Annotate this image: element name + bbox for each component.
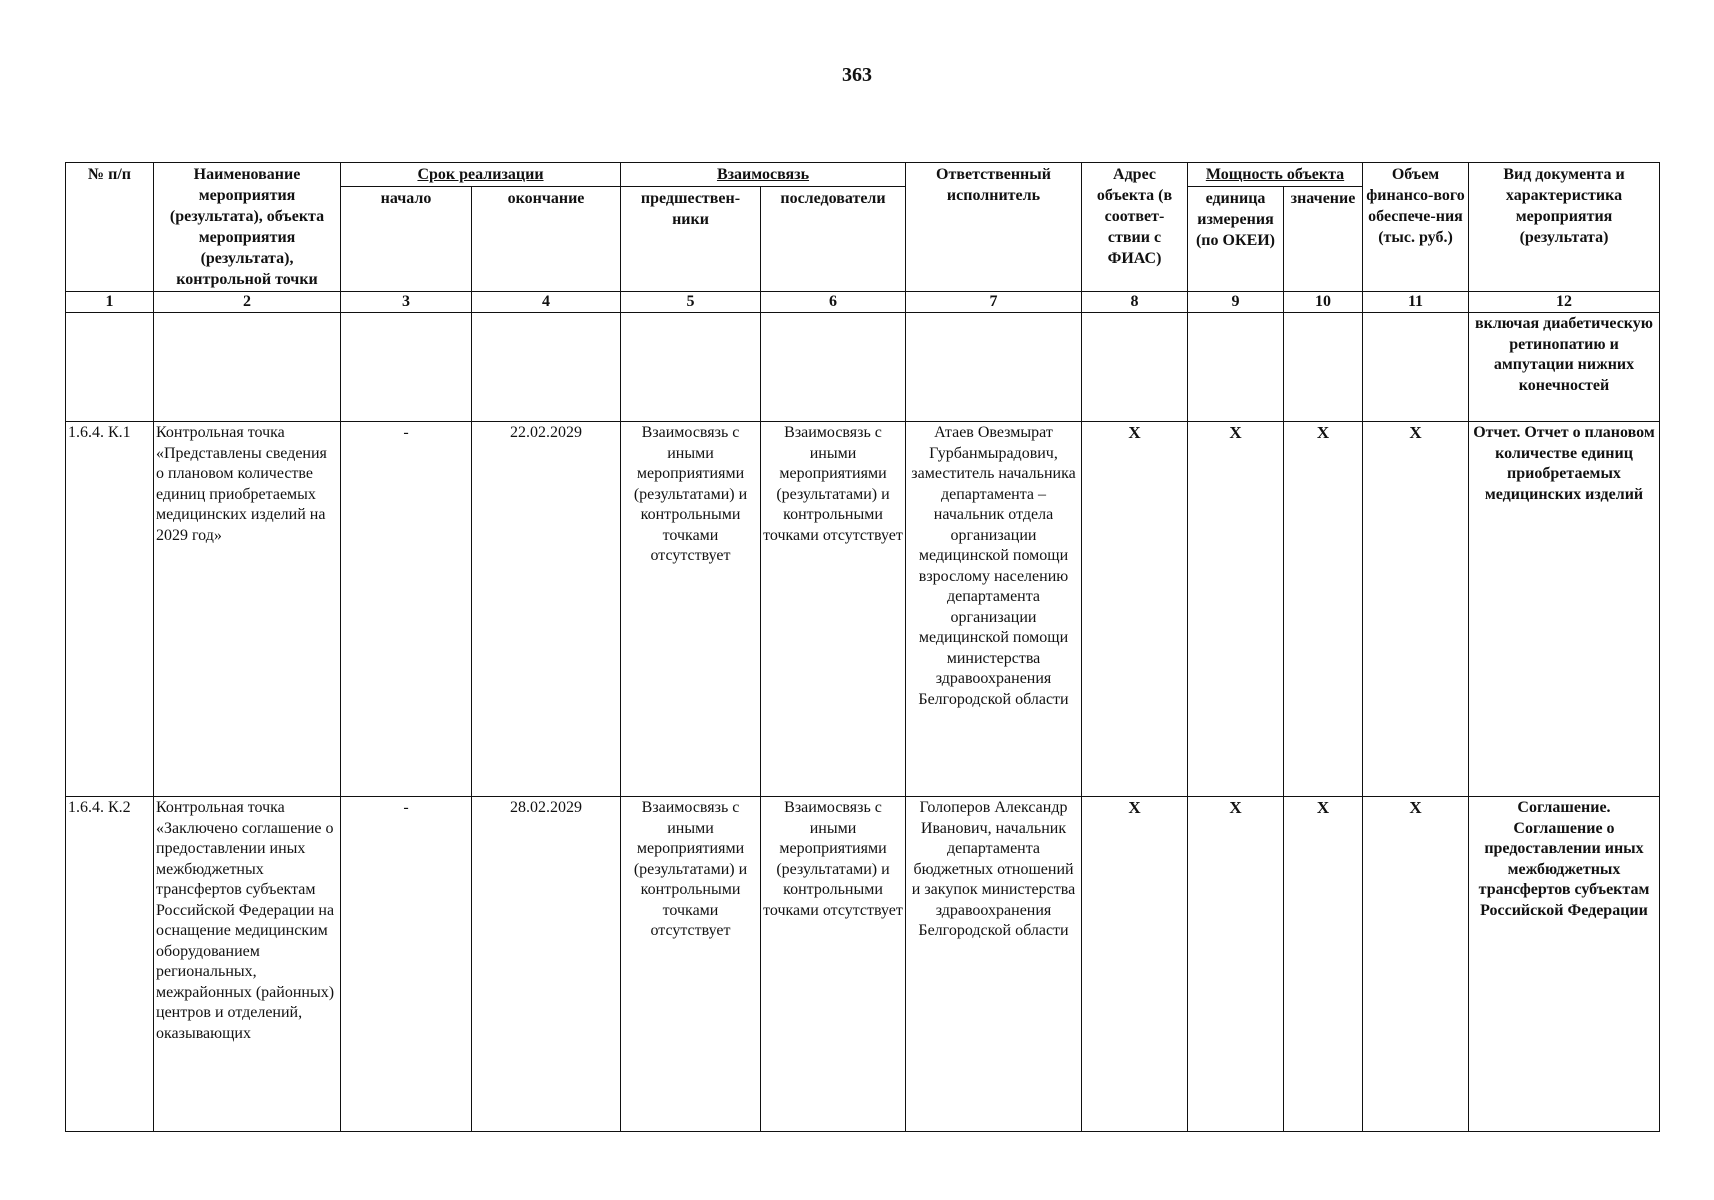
header-finance: Объем финансо-вого обеспече-ния (тыс. руб.)	[1363, 163, 1469, 292]
finance: X	[1363, 797, 1469, 1132]
table-row	[66, 422, 1660, 797]
column-number: 12	[1469, 292, 1660, 313]
successors: Взаимосвязь с иными мероприятиями (результатами) и контрольными точками отсутствует	[761, 422, 906, 797]
row-number: 1.6.4. К.1	[66, 422, 154, 797]
header-row-1	[66, 163, 1660, 187]
successors: Взаимосвязь с иными мероприятиями (результатами) и контрольными точками отсутствует	[761, 797, 906, 1132]
value: X	[1284, 797, 1363, 1132]
header-start: начало	[341, 187, 472, 292]
empty-cell	[66, 313, 154, 422]
header-end: окончание	[472, 187, 621, 292]
empty-cell	[1363, 313, 1469, 422]
responsible-person: Атаев Овезмырат Гурбанмырадович, заместитель начальника департамента – начальник отдела организации медицинской помощи взрослому населению департамента организации медицинской помощи министерства здравоохранения Белгородской области	[906, 422, 1082, 797]
start-date: -	[341, 422, 472, 797]
header-successors: последователи	[761, 187, 906, 292]
column-number: 6	[761, 292, 906, 313]
table-row	[66, 797, 1660, 1132]
empty-cell	[1188, 313, 1284, 422]
address: X	[1082, 797, 1188, 1132]
column-number: 5	[621, 292, 761, 313]
header-group-term: Срок реализации	[341, 163, 621, 187]
document-cell: Отчет. Отчет о плановом количестве единиц приобретаемых медицинских изделий	[1469, 422, 1660, 797]
column-number: 8	[1082, 292, 1188, 313]
empty-cell	[472, 313, 621, 422]
header-document: Вид документа и характеристика мероприятия (результата)	[1469, 163, 1660, 292]
column-number: 1	[66, 292, 154, 313]
empty-cell	[761, 313, 906, 422]
header-name: Наименование мероприятия (результата), объекта мероприятия (результата), контрольной точки	[154, 163, 341, 292]
row-number: 1.6.4. К.2	[66, 797, 154, 1132]
header-responsible: Ответственный исполнитель	[906, 163, 1082, 292]
empty-cell	[1082, 313, 1188, 422]
header-predecessors: предшествен-ники	[621, 187, 761, 292]
column-number: 9	[1188, 292, 1284, 313]
unit: X	[1188, 797, 1284, 1132]
empty-cell	[1284, 313, 1363, 422]
table-row-continuation	[66, 313, 1660, 422]
column-number: 4	[472, 292, 621, 313]
event-name: Контрольная точка «Представлены сведения о плановом количестве единиц приобретаемых медицинских изделий на 2029 год»	[154, 422, 341, 797]
column-number-row	[66, 292, 1660, 313]
empty-cell	[341, 313, 472, 422]
event-name: Контрольная точка «Заключено соглашение о предоставлении иных межбюджетных трансфертов субъектам Российской Федерации на оснащение медицинским оборудованием региональных, межрайонных (районных) центров и отделений, оказывающих	[154, 797, 341, 1132]
document-cell: Соглашение. Соглашение о предоставлении иных межбюджетных трансфертов субъектам Российской Федерации	[1469, 797, 1660, 1132]
predecessors: Взаимосвязь с иными мероприятиями (результатами) и контрольными точками отсутствует	[621, 422, 761, 797]
unit: X	[1188, 422, 1284, 797]
predecessors: Взаимосвязь с иными мероприятиями (результатами) и контрольными точками отсутствует	[621, 797, 761, 1132]
header-address: Адрес объекта (в соответ-ствии с ФИАС)	[1082, 163, 1188, 292]
end-date: 22.02.2029	[472, 422, 621, 797]
header-value: значение	[1284, 187, 1363, 292]
column-number: 11	[1363, 292, 1469, 313]
end-date: 28.02.2029	[472, 797, 621, 1132]
header-group-power: Мощность объекта	[1188, 163, 1363, 187]
column-number: 10	[1284, 292, 1363, 313]
page-number: 363	[842, 64, 872, 86]
empty-cell	[621, 313, 761, 422]
start-date: -	[341, 797, 472, 1132]
header-group-link: Взаимосвязь	[621, 163, 906, 187]
finance: X	[1363, 422, 1469, 797]
header-num: № п/п	[66, 163, 154, 292]
implementation-plan-table	[65, 162, 1660, 1132]
header-unit: единица измерения (по ОКЕИ)	[1188, 187, 1284, 292]
value: X	[1284, 422, 1363, 797]
responsible-person: Голоперов Александр Иванович, начальник департамента бюджетных отношений и закупок министерства здравоохранения Белгородской области	[906, 797, 1082, 1132]
document-cell: включая диабетическую ретинопатию и ампутации нижних конечностей	[1469, 313, 1660, 422]
empty-cell	[154, 313, 341, 422]
column-number: 3	[341, 292, 472, 313]
column-number: 2	[154, 292, 341, 313]
column-number: 7	[906, 292, 1082, 313]
empty-cell	[906, 313, 1082, 422]
address: X	[1082, 422, 1188, 797]
